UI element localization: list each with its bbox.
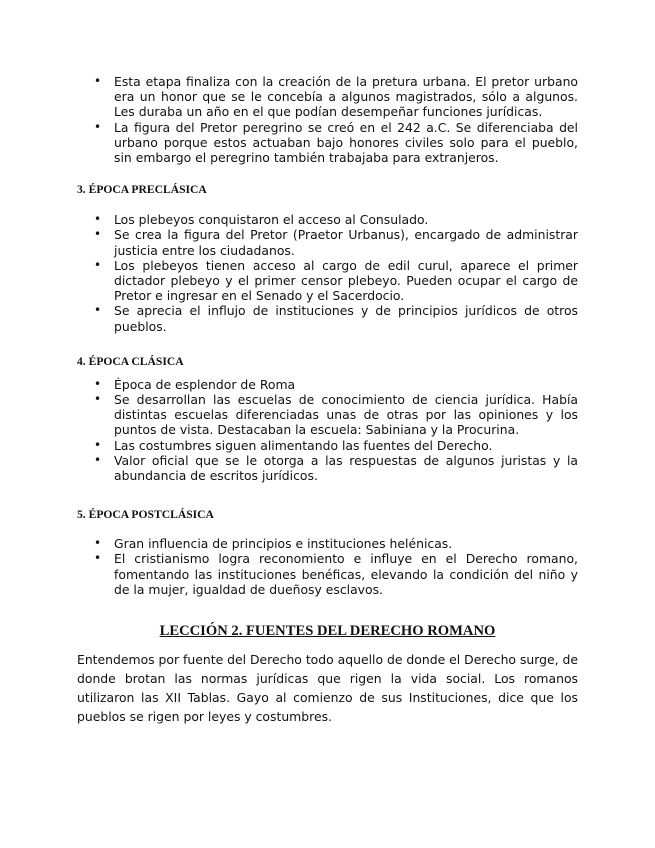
section-heading-clasica: 4. ÉPOCA CLÁSICA — [77, 354, 184, 368]
postclasica-bullet-list — [77, 536, 578, 597]
list-item: • Las costumbres siguen alimentando las fuentes del Derecho. — [114, 438, 578, 453]
list-item: • Se crea la figura del Pretor (Praetor Urbanus), encargado de administrar justicia entre los ciudadanos. — [114, 227, 578, 257]
list-item: • El cristianismo logra reconomiento e influye en el Derecho romano, fomentando las instituciones benéficas, elevando la condición del niño y de la mujer, igualdad de dueñosy esclavos. — [114, 551, 578, 597]
list-item: • Los plebeyos conquistaron el acceso al Consulado. — [114, 212, 578, 227]
clasica-bullet-list — [77, 377, 578, 483]
list-item: • Se desarrollan las escuelas de conocimiento de ciencia jurídica. Había distintas escuelas diferenciadas unas de otras por las opiniones y los puntos de vista. Destacaban la escuela: Sabiniana y la Procurina. — [114, 392, 578, 438]
lesson-title: LECCIÓN 2. FUENTES DEL DERECHO ROMANO — [159, 623, 496, 640]
list-item: • Época de esplendor de Roma — [114, 377, 578, 392]
preclasica-bullet-list — [77, 212, 578, 334]
list-item: • Gran influencia de principios e instituciones helénicas. — [114, 536, 578, 551]
list-item: • La figura del Pretor peregrino se creó en el 242 a.C. Se diferenciaba del urbano porque estos actuaban bajo honores civiles solo para el pueblo, sin embargo el peregrino también trabajaba para extranjeros. — [114, 120, 578, 166]
list-item: • Esta etapa finaliza con la creación de la pretura urbana. El pretor urbano era un honor que se le concebía a algunos magistrados, sólo a algunos. Les duraba un año en el que podían desempeñar funciones jurídicas. — [114, 74, 578, 120]
list-item: • Valor oficial que se le otorga a las respuestas de algunos juristas y la abundancia de escritos jurídicos. — [114, 453, 578, 483]
section-heading-preclasica: 3. ÉPOCA PRECLÁSICA — [77, 183, 207, 197]
list-item: • Se aprecia el influjo de instituciones y de principios jurídicos de otros pueblos. — [114, 303, 578, 333]
list-item: • Los plebeyos tienen acceso al cargo de edil curul, aparece el primer dictador plebeyo y el primer censor plebeyo. Pueden ocupar el cargo de Pretor e ingresar en el Senado y el Sacerdocio. — [114, 258, 578, 304]
section-heading-postclasica: 5. ÉPOCA POSTCLÁSICA — [77, 508, 214, 522]
intro-bullet-list — [77, 74, 578, 165]
lesson-paragraph: Entendemos por fuente del Derecho todo aquello de donde el Derecho surge, de donde brotan las normas jurídicas que rigen la vida social. Los romanos utilizaron las XII Tablas. Gayo al comienzo de sus Instituciones, dice que los pueblos se rigen por leyes y costumbres. — [77, 652, 578, 725]
